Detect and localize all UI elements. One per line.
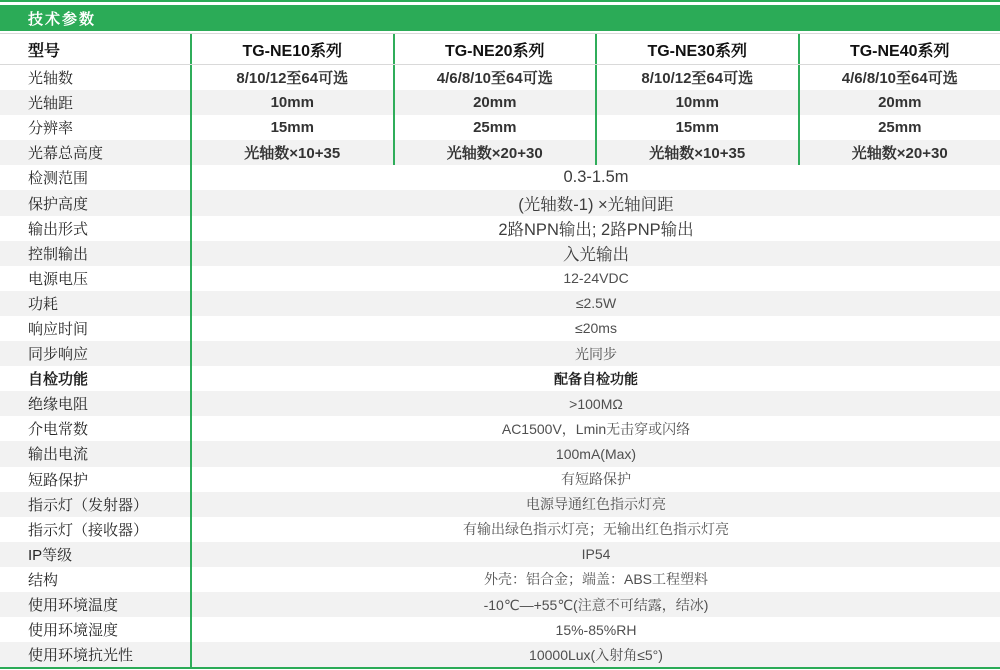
row-label: 电源电压	[28, 270, 89, 288]
row-value: 2路NPN输出; 2路PNP输出	[190, 216, 1000, 241]
row-label: 使用环境抗光性	[28, 647, 134, 665]
row-value: 8/10/12至64可选	[190, 65, 393, 90]
table-row	[0, 492, 1000, 517]
row-value: 10mm	[190, 90, 393, 115]
table-row	[0, 542, 1000, 567]
row-value: ≤2.5W	[190, 291, 1000, 316]
row-label: 分辨率	[28, 120, 74, 138]
section-title: 技术参数	[28, 10, 97, 28]
row-label: 检测范围	[28, 170, 89, 188]
row-value: 光轴数×10+35	[595, 140, 798, 165]
table-row	[0, 140, 1000, 165]
row-value: 100mA(Max)	[190, 441, 1000, 466]
table-row	[0, 366, 1000, 391]
row-value: 8/10/12至64可选	[595, 65, 798, 90]
table-row	[0, 65, 1000, 90]
table-row	[0, 567, 1000, 592]
row-value: 4/6/8/10至64可选	[393, 65, 596, 90]
row-value: 外壳：铝合金；端盖：ABS工程塑料	[190, 567, 1000, 592]
table-row	[0, 391, 1000, 416]
table-row	[0, 592, 1000, 617]
row-value: >100MΩ	[190, 391, 1000, 416]
row-label: 自检功能	[28, 371, 89, 389]
table-row	[0, 190, 1000, 215]
row-value: 12-24VDC	[190, 266, 1000, 291]
table-row	[0, 642, 1000, 667]
row-label: 指示灯（发射器）	[28, 496, 149, 514]
row-value: 入光输出	[190, 241, 1000, 266]
table-row	[0, 241, 1000, 266]
row-label: 保护高度	[28, 195, 89, 213]
row-value: 20mm	[393, 90, 596, 115]
series-column-header: TG-NE20系列	[393, 34, 596, 64]
table-row	[0, 517, 1000, 542]
row-value: 20mm	[798, 90, 1000, 115]
table-row	[0, 165, 1000, 190]
row-label: 功耗	[28, 295, 59, 313]
row-value: -10℃—+55℃(注意不可结露，结冰)	[190, 592, 1000, 617]
series-column-header: TG-NE10系列	[190, 34, 393, 64]
row-label: 使用环境温度	[28, 597, 119, 615]
row-value: 25mm	[798, 115, 1000, 140]
row-label: 使用环境湿度	[28, 622, 119, 640]
row-label: 同步响应	[28, 346, 89, 364]
row-value: 15mm	[595, 115, 798, 140]
row-label: 结构	[28, 571, 59, 589]
table-row	[0, 316, 1000, 341]
row-label: 指示灯（接收器）	[28, 521, 149, 539]
row-label: 介电常数	[28, 421, 89, 439]
row-value: 10mm	[595, 90, 798, 115]
row-value: ≤20ms	[190, 316, 1000, 341]
table-row	[0, 90, 1000, 115]
table-row	[0, 416, 1000, 441]
row-value: 15mm	[190, 115, 393, 140]
row-label: IP等级	[28, 546, 73, 564]
table-row	[0, 467, 1000, 492]
row-value: 光轴数×20+30	[798, 140, 1000, 165]
row-value: 有输出绿色指示灯亮；无输出红色指示灯亮	[190, 517, 1000, 542]
top-accent-strip	[0, 0, 1000, 2]
row-value: 4/6/8/10至64可选	[798, 65, 1000, 90]
row-value: 光轴数×20+30	[393, 140, 596, 165]
spec-table	[0, 33, 1000, 667]
row-value: IP54	[190, 542, 1000, 567]
table-header-row	[0, 34, 1000, 65]
row-value: 光同步	[190, 341, 1000, 366]
row-value: (光轴数-1) ×光轴间距	[190, 190, 1000, 215]
model-header: 型号	[28, 42, 61, 60]
table-row	[0, 266, 1000, 291]
row-label: 短路保护	[28, 471, 89, 489]
row-value: AC1500V，Lmin无击穿或闪络	[190, 416, 1000, 441]
table-row	[0, 617, 1000, 642]
row-value: 15%-85%RH	[190, 617, 1000, 642]
series-column-header: TG-NE30系列	[595, 34, 798, 64]
row-value: 配备自检功能	[190, 366, 1000, 391]
row-label: 控制输出	[28, 245, 89, 263]
row-value: 电源导通红色指示灯亮	[190, 492, 1000, 517]
row-label: 光轴距	[28, 95, 74, 113]
row-label: 输出电流	[28, 446, 89, 464]
row-label: 绝缘电阻	[28, 396, 89, 414]
row-value: 有短路保护	[190, 467, 1000, 492]
series-column-header: TG-NE40系列	[798, 34, 1000, 64]
table-row	[0, 216, 1000, 241]
row-value: 10000Lux(入射角≤5°)	[190, 642, 1000, 667]
section-title-bar	[0, 5, 1000, 31]
bottom-accent-line	[0, 667, 1000, 669]
table-row	[0, 341, 1000, 366]
row-value: 光轴数×10+35	[190, 140, 393, 165]
table-row	[0, 291, 1000, 316]
row-value: 0.3-1.5m	[190, 165, 1000, 190]
row-label: 响应时间	[28, 320, 89, 338]
row-label: 光幕总高度	[28, 145, 104, 163]
table-row	[0, 115, 1000, 140]
table-row	[0, 441, 1000, 466]
row-value: 25mm	[393, 115, 596, 140]
row-label: 光轴数	[28, 70, 74, 88]
row-label: 输出形式	[28, 220, 89, 238]
